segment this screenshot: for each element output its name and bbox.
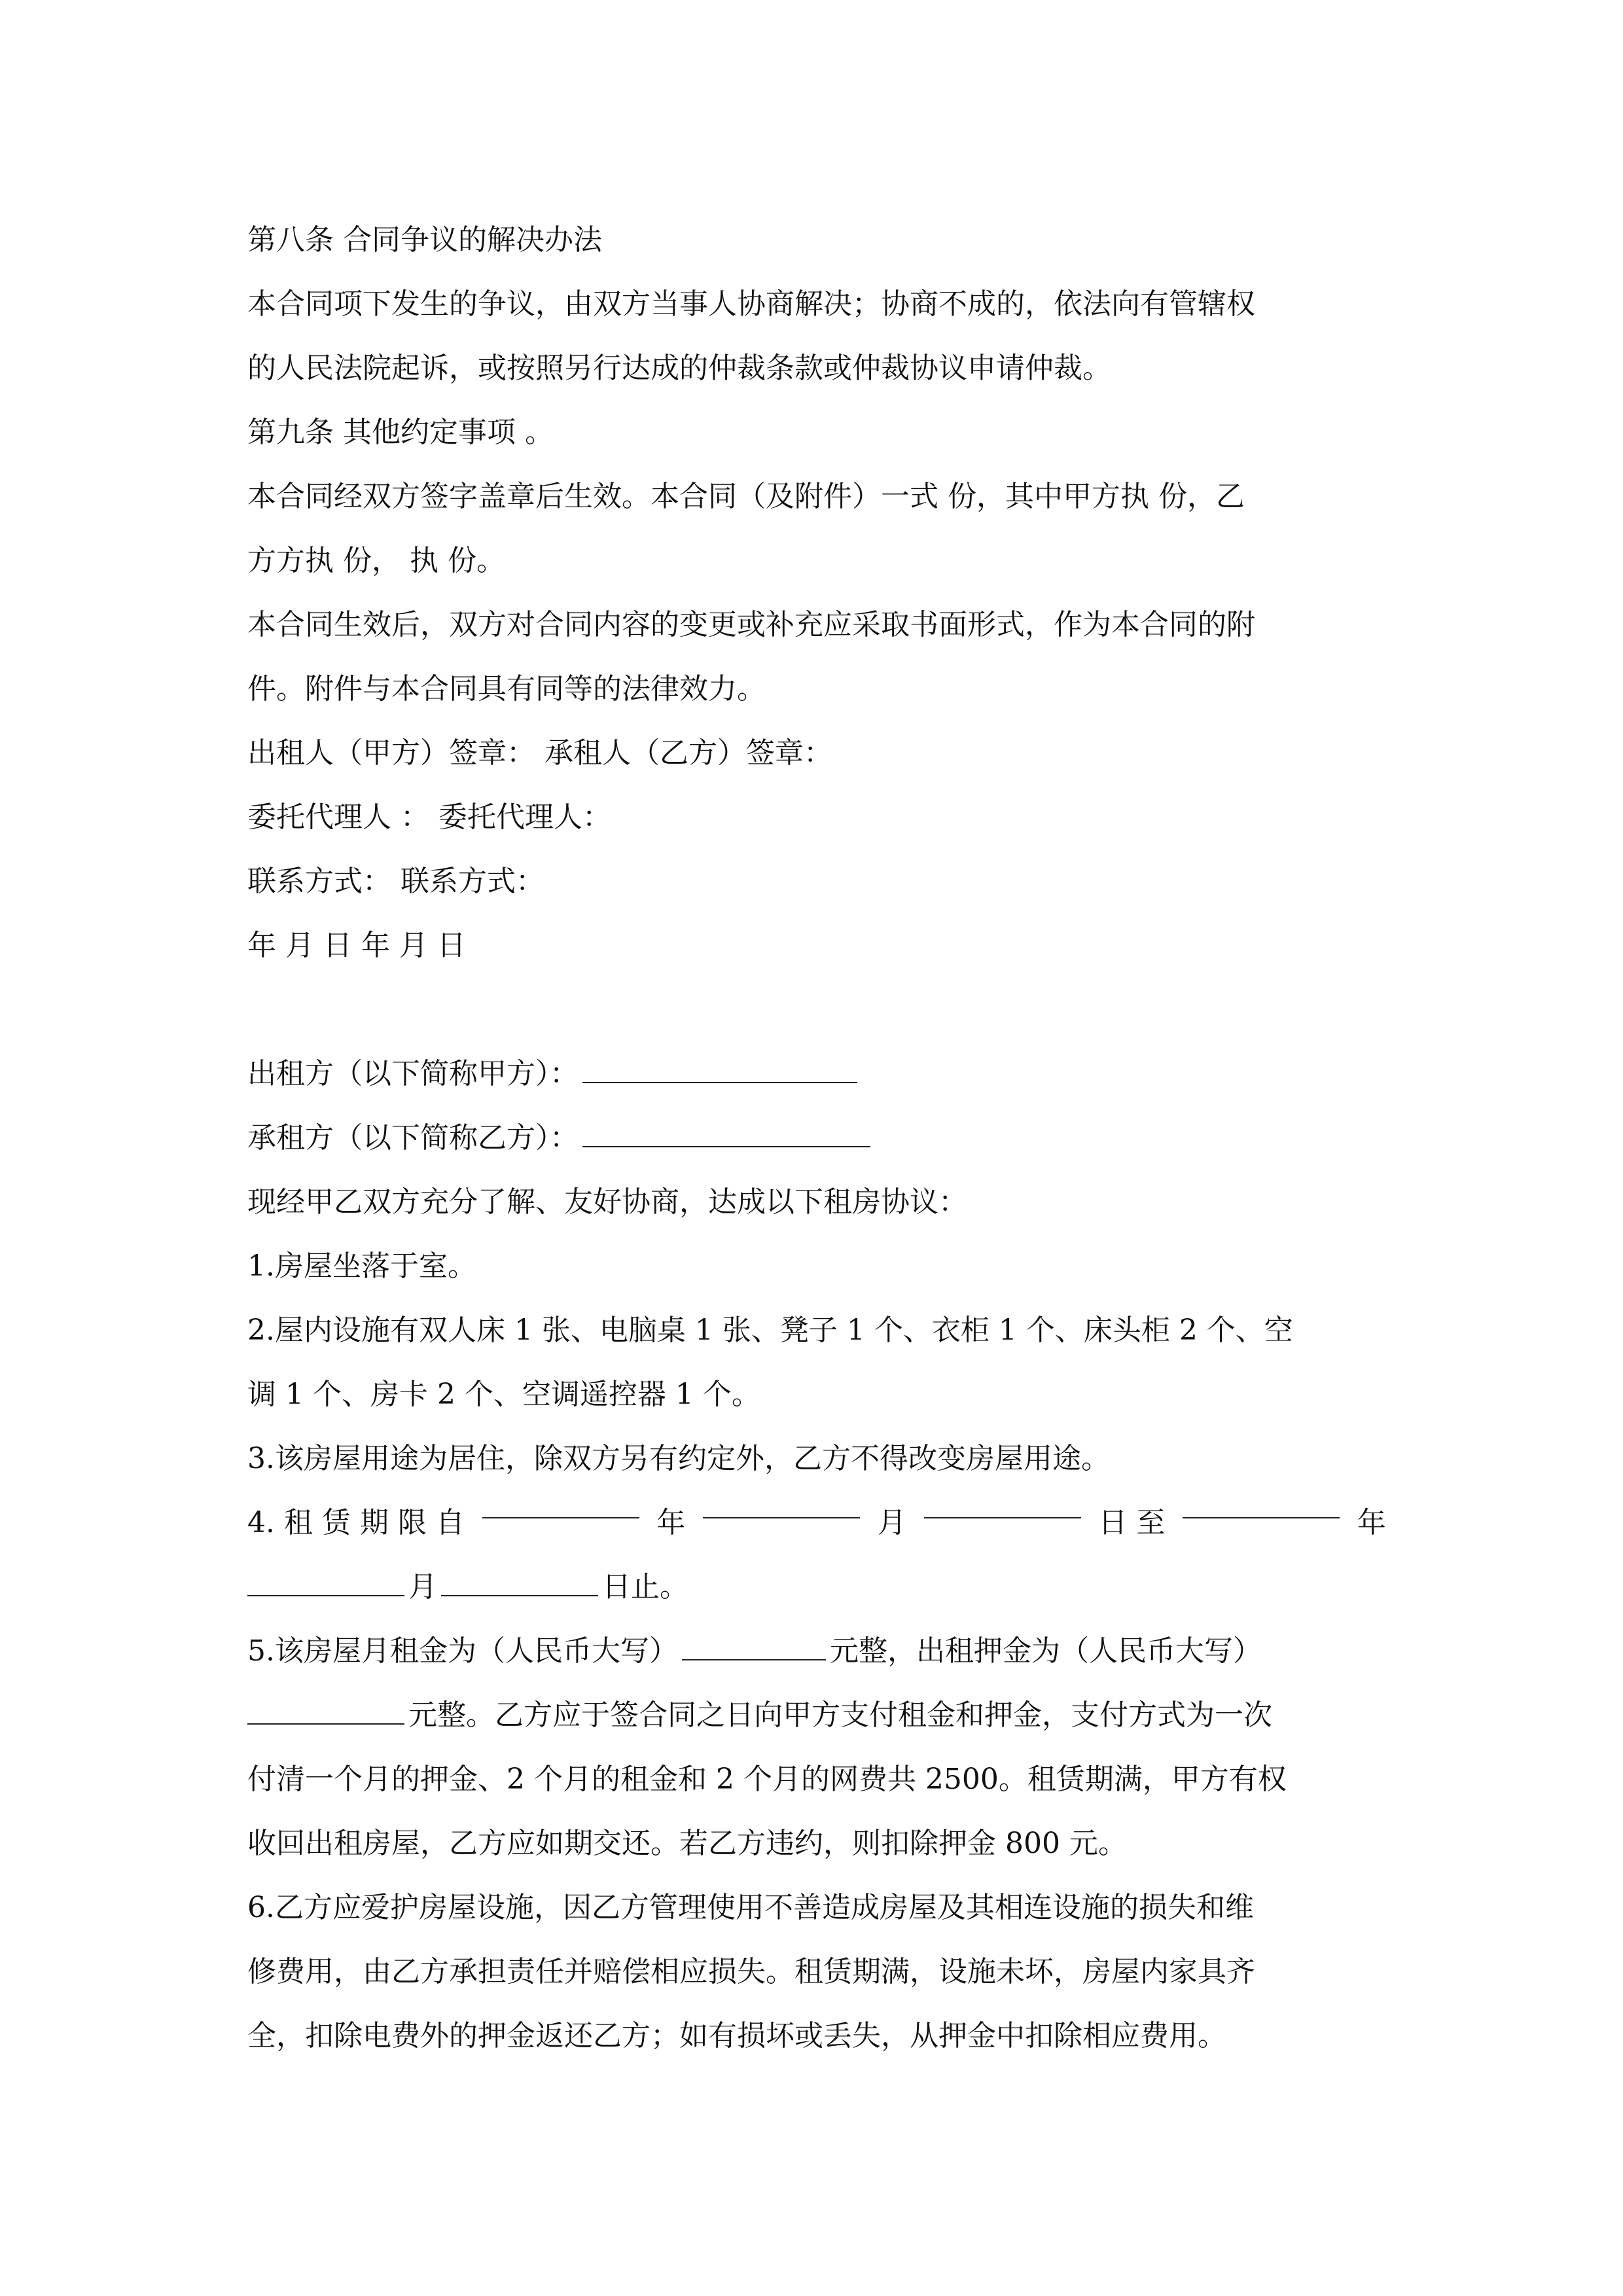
signature-line: 出租人（甲方）签章： 承租人（乙方）签章： (247, 736, 832, 770)
clause-2-line: 调 1 个、房卡 2 个、空调遥控器 1 个。 (247, 1378, 760, 1411)
clause-4-prefix: 4. 租 赁 期 限 自 (247, 1506, 465, 1539)
lease-start-month-blank[interactable] (703, 1491, 860, 1518)
lease-start-year-blank[interactable] (482, 1491, 639, 1518)
clause-5-line (247, 1683, 1386, 1748)
clause-4-line (247, 1491, 1386, 1555)
clause-3: 3.该房屋用途为居住，除双方另有约定外，乙方不得改变房屋用途。 (247, 1442, 1110, 1475)
deposit-blank[interactable] (247, 1697, 404, 1725)
clause-4-year2-label: 年 (1357, 1506, 1386, 1539)
article9-text-line: 方方执 份， 执 份。 (247, 544, 505, 577)
contact-line: 联系方式： 联系方式： (247, 865, 544, 898)
lessee-line (247, 1106, 1386, 1170)
clause-6-line: 全，扣除电费外的押金返还乙方；如有损坏或丢失，从押金中扣除相应费用。 (247, 2019, 1226, 2053)
clause-4-line (247, 1555, 1386, 1619)
clause-5-line: 付清一个月的押金、2 个月的租金和 2 个月的网费共 2500。租赁期满，甲方有权 (247, 1763, 1287, 1796)
clause-1: 1.房屋坐落于室。 (247, 1249, 476, 1283)
clause-5-line (247, 1619, 1386, 1683)
lease-end-day-blank[interactable] (441, 1569, 598, 1596)
lease-start-day-blank[interactable] (924, 1491, 1081, 1518)
article9-text-line: 本合同生效后，双方对合同内容的变更或补充应采取书面形式，作为本合同的附 (247, 608, 1255, 641)
lessor-line (247, 1042, 1386, 1106)
article8-text-line: 本合同项下发生的争议，由双方当事人协商解决；协商不成的，依法向有管辖权 (247, 287, 1255, 321)
agent-line: 委托代理人 ： 委托代理人： (247, 800, 611, 834)
lessee-label: 承租方（以下简称乙方）： (247, 1121, 579, 1155)
clause-4-year-label: 年 (656, 1506, 686, 1539)
clause-5-line2-text: 元整。乙方应于签合同之日向甲方支付租金和押金，支付方式为一次 (408, 1698, 1272, 1732)
article8-text-line: 的人民法院起诉，或按照另行达成的仲裁条款或仲裁协议申请仲裁。 (247, 351, 1111, 385)
agreement-intro: 现经甲乙双方充分了解、友好协商，达成以下租房协议： (247, 1185, 967, 1219)
lessor-blank[interactable] (582, 1056, 857, 1083)
clause-4-end-label: 日止。 (602, 1570, 688, 1604)
article9-text-line: 本合同经双方签字盖章后生效。本合同（及附件）一式 份，其中甲方执 份，乙 (247, 480, 1245, 513)
date-line: 年 月 日 年 月 日 (247, 929, 466, 962)
clause-4-day-to-label: 日 至 (1098, 1506, 1166, 1539)
clause-6-line: 修费用，由乙方承担责任并赔偿相应损失。租赁期满，设施未坏，房屋内家具齐 (247, 1955, 1255, 1988)
clause-4-month-label: 月 (877, 1506, 906, 1539)
section-gap (247, 978, 1386, 1042)
article8-heading: 第八条 合同争议的解决办法 (247, 223, 602, 257)
clause-6-line: 6.乙方应爱护房屋设施，因乙方管理使用不善造成房屋及其相连设施的损失和维 (247, 1891, 1254, 1924)
clause-5-prefix: 5.该房屋月租金为（人民币大写） (247, 1634, 678, 1668)
lease-end-month-blank[interactable] (247, 1569, 404, 1596)
clause-5-suffix: 元整，出租押金为（人民币大写） (829, 1634, 1262, 1668)
monthly-rent-blank[interactable] (682, 1633, 826, 1660)
clause-2-line: 2.屋内设施有双人床 1 张、电脑桌 1 张、凳子 1 个、衣柜 1 个、床头柜 2 个、空 (247, 1314, 1293, 1347)
clause-4-month2-label: 月 (408, 1570, 437, 1604)
clause-5-line: 收回出租房屋，乙方应如期交还。若乙方违约，则扣除押金 800 元。 (247, 1827, 1127, 1860)
article9-text-line: 件。附件与本合同具有同等的法律效力。 (247, 672, 766, 706)
document-body (247, 208, 1386, 2068)
lease-end-year-blank[interactable] (1183, 1491, 1340, 1518)
lessor-label: 出租方（以下简称甲方）： (247, 1057, 579, 1090)
lessee-blank[interactable] (582, 1120, 870, 1147)
article9-heading: 第九条 其他约定事项 。 (247, 416, 554, 449)
